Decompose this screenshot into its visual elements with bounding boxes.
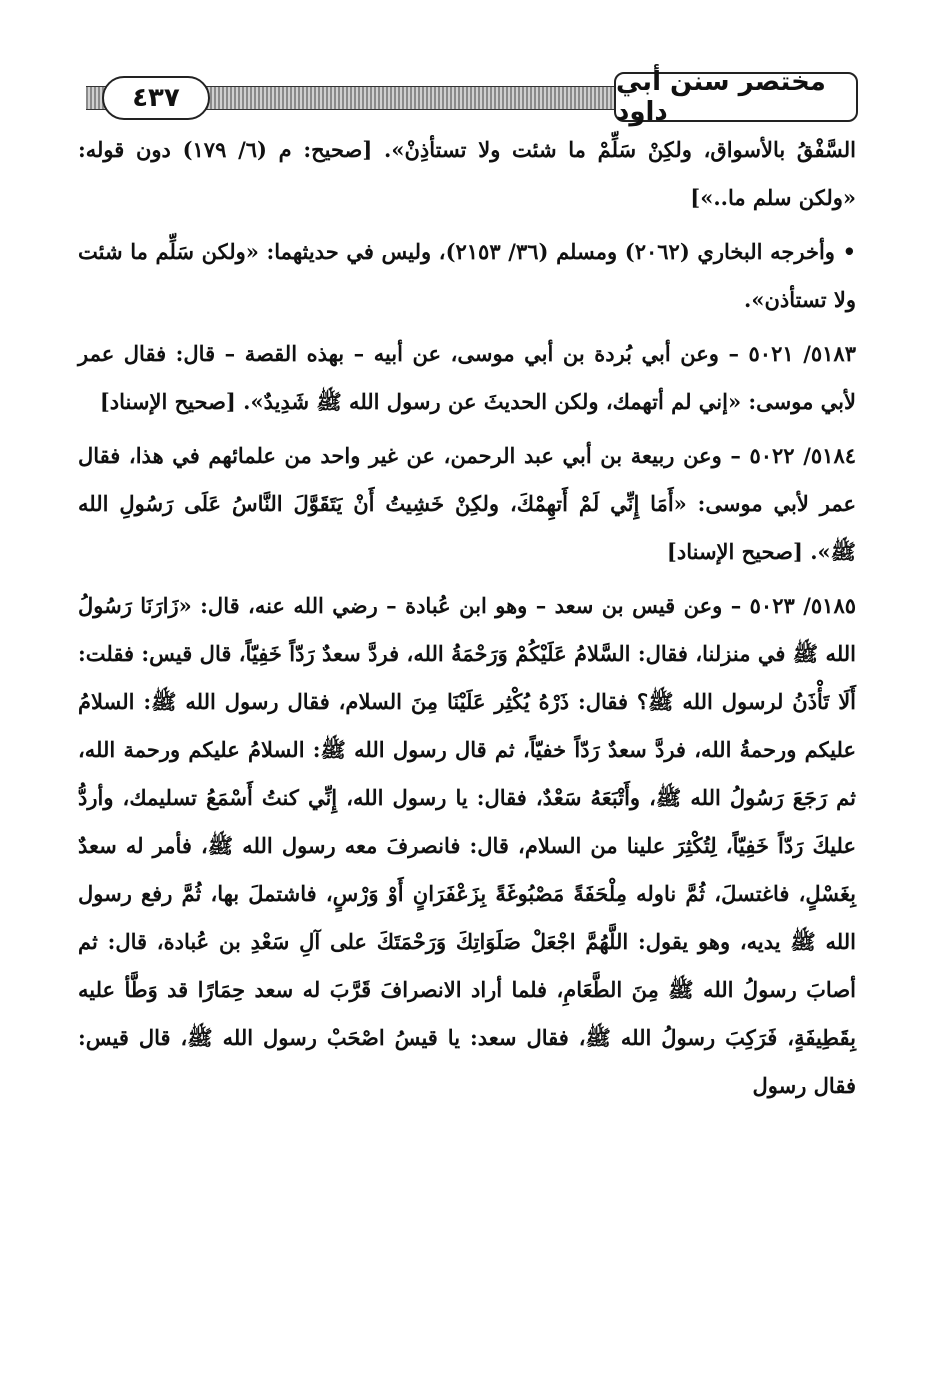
page-header [86,67,858,127]
book-title: مختصر سنن أبي داود [614,72,858,122]
hadith-5185: ٥١٨٥/ ٥٠٢٣ – وعن قيس بن سعد – وهو ابن عُبادة – رضي الله عنه، قال: «زَارَنَا رَسُولُ الله ﷺ في منزلنا، فقال: السَّلامُ عَلَيْكُمْ وَرَحْمَةُ الله، فردَّ سعدٌ رَدّاً خَفِيّاً، قال قيس: فقلت: أَلَا تَأْذَنُ لرسول الله ﷺ؟ فقال: ذَرْهُ يُكْثِر عَلَيْنَا مِنَ السلام، فقال رسول الله ﷺ: السلامُ عليكم ورحمةُ الله، فردَّ سعدٌ رَدّاً خفيّاً، ثم قال رسول الله ﷺ: السلامُ عليكم ورحمة الله، ثم رَجَعَ رَسُولُ الله ﷺ، وأَتْبَعَهُ سَعْدٌ، فقال: يا رسول الله، إِنِّي كنتُ أَسْمَعُ تسليمك، وأردُّ عليكَ رَدّاً خَفِيّاً، لِتُكْثِرَ علينا من السلام، قال: فانصرفَ معه رسول الله ﷺ، فأمر له سعدٌ بِغَسْلٍ، فاغتسلَ، ثُمَّ ناوله مِلْحَفَةً مَصْبُوغَةً بِزَعْفَرَانٍ أَوْ وَرْسٍ، فاشتملَ بها، ثُمَّ رفع رسول الله ﷺ يديه، وهو يقول: اللَّهُمَّ اجْعَلْ صَلَوَاتِكَ وَرَحْمَتَكَ على آلِ سَعْدِ بن عُبادة، قال: ثم أصابَ رسولُ الله ﷺ مِنَ الطَّعَامِ، فلما أراد الانصرافَ قَرَّبَ له سعد حِمَارًا قد وَطَّأ عليه بِقَطِيفَةٍ، فَرَكِبَ رسولُ الله ﷺ، فقال سعد: يا قيسُ اصْحَبْ رسول الله ﷺ، قال قيس: فقال رسول [78,593,857,1098]
page-number: ٤٣٧ [102,76,210,120]
page-body [78,126,856,1116]
hadith-5183: ٥١٨٣/ ٥٠٢١ – وعن أبي بُردة بن أبي موسى، عن أبيه – بهذه القصة – قال: فقال عمر لأبي موسى: «إني لم أتهمك، ولكن الحديثَ عن رسول الله ﷺ شَدِيدٌ». [صحيح الإسناد] [78,341,856,414]
paragraph-continuation: السَّفْقُ بالأسواق، ولكِنْ سَلِّمْ ما شئت ولا تستأذِنْ». [صحيح: م (٦/ ١٧٩) دون قوله: «ولكن سلم ما..»] [78,137,856,210]
paragraph-takhrij: • وأخرجه البخاري (٢٠٦٢) ومسلم (٣٦/ ٢١٥٣)، وليس في حديثهما: «ولكن سَلِّم ما شئت ولا تستأذن». [78,239,856,312]
hadith-5184: ٥١٨٤/ ٥٠٢٢ – وعن ربيعة بن أبي عبد الرحمن، عن غير واحد من علمائهم في هذا، فقال عمر لأبي موسى: «أَمَا إِنِّي لَمْ أَتهِمْكَ، ولكِنْ خَشِيتُ أَنْ يَتَقَوَّلَ النَّاسُ عَلَى رَسُولِ الله ﷺ». [صحيح الإسناد] [78,443,857,564]
